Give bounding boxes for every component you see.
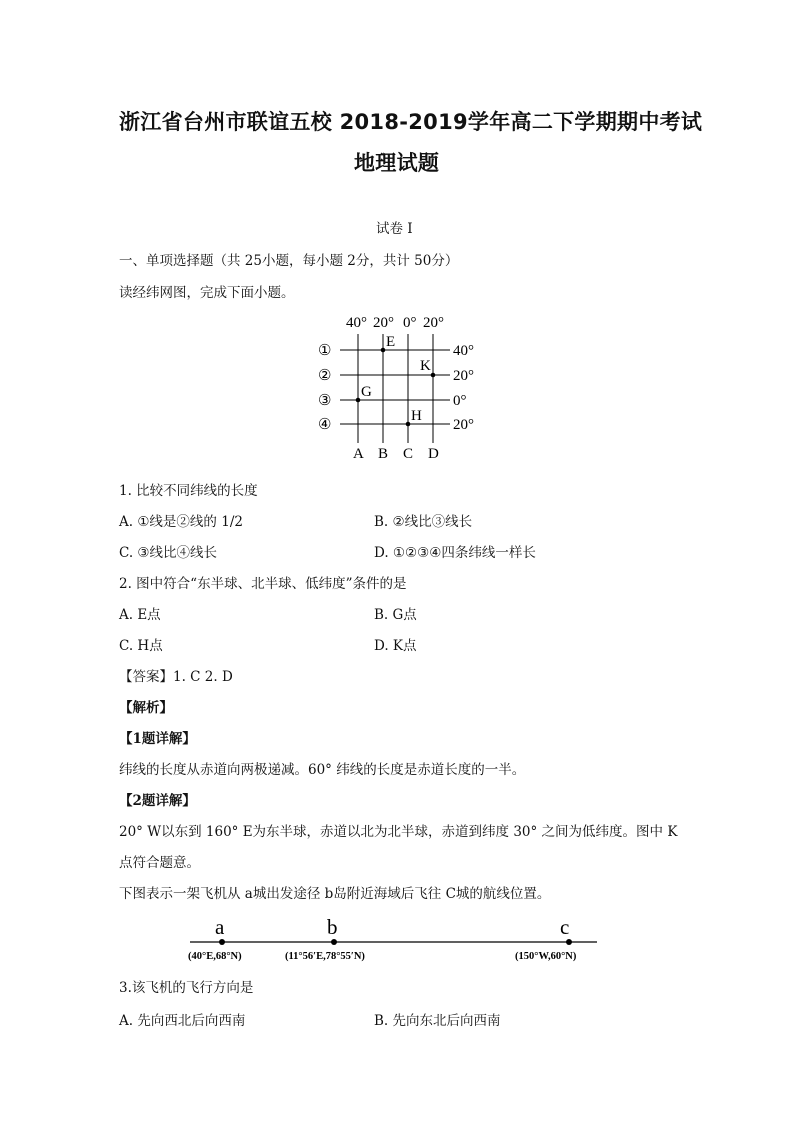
- point-a-dot: [219, 939, 225, 945]
- point-b-dot: [331, 939, 337, 945]
- detail1-label: 【1题详解】: [119, 731, 196, 747]
- point-b-coord: (11°56′E,78°55′N): [285, 951, 365, 962]
- point-g-dot: [356, 398, 361, 403]
- top-label-4: 20°: [423, 315, 444, 331]
- flight-route-diagram: [185, 912, 610, 964]
- top-label-3: 0°: [403, 315, 417, 331]
- q3-stem: 3.该飞机的飞行方向是: [119, 980, 254, 996]
- col-label-d: D: [428, 446, 439, 462]
- q2-option-c: C. H点: [119, 638, 163, 654]
- point-g-label: G: [361, 384, 372, 400]
- detail2-label: 【2题详解】: [119, 793, 196, 809]
- right-label-2: 20°: [453, 368, 474, 384]
- title-line-2: 地理试题: [354, 151, 440, 175]
- q2-stem: 2. 图中符合“东半球、北半球、低纬度”条件的是: [119, 576, 407, 592]
- graticule-diagram: [310, 308, 485, 464]
- top-label-1: 40°: [346, 315, 367, 331]
- point-b-label: b: [327, 915, 338, 939]
- point-h-dot: [406, 422, 411, 427]
- analysis-label: 【解析】: [119, 700, 173, 716]
- q2-option-b: B. G点: [374, 607, 417, 623]
- detail2-line-2: 点符合题意。: [119, 855, 200, 871]
- q2-option-a: A. E点: [119, 607, 161, 623]
- q2-option-d: D. K点: [374, 638, 417, 654]
- point-a-label: a: [215, 915, 225, 939]
- title-line-1: 浙江省台州市联谊五校 2018-2019学年高二下学期期中考试: [119, 110, 703, 134]
- flight-intro: 下图表示一架飞机从 a城出发途径 b岛附近海域后飞往 C城的航线位置。: [119, 886, 551, 902]
- row-label-3: ③: [318, 393, 332, 409]
- point-a-coord: (40°E,68°N): [188, 951, 242, 962]
- row-label-1: ①: [318, 343, 332, 359]
- point-c-coord: (150°W,60°N): [515, 951, 577, 962]
- q1-option-d: D. ①②③④四条纬线一样长: [374, 545, 536, 561]
- top-label-2: 20°: [373, 315, 394, 331]
- q1-stem: 1. 比较不同纬线的长度: [119, 483, 258, 499]
- q1-option-a: A. ①线是②线的 1/2: [119, 514, 243, 530]
- point-c-label: c: [560, 915, 570, 939]
- row-label-2: ②: [318, 368, 332, 384]
- q3-option-b: B. 先向东北后向西南: [374, 1013, 501, 1029]
- section-heading: 一、单项选择题（共 25小题，每小题 2分，共计 50分）: [119, 253, 459, 269]
- point-h-label: H: [411, 408, 422, 424]
- point-c-dot: [566, 939, 572, 945]
- q1-option-b: B. ②线比③线长: [374, 514, 473, 530]
- col-label-c: C: [403, 446, 414, 462]
- point-k-label: K: [420, 358, 431, 374]
- right-label-3: 0°: [453, 393, 467, 409]
- q1-option-c: C. ③线比④线长: [119, 545, 218, 561]
- right-label-4: 20°: [453, 417, 474, 433]
- col-label-b: B: [378, 446, 389, 462]
- row-label-4: ④: [318, 417, 332, 433]
- point-k-dot: [431, 373, 436, 378]
- answer-line: 【答案】1. C 2. D: [119, 669, 233, 685]
- paper-label: 试卷 I: [376, 221, 413, 237]
- col-label-a: A: [353, 446, 364, 462]
- detail2-line-1: 20° W以东到 160° E为东半球，赤道以北为北半球，赤道到纬度 30° 之间为低纬度。图中 K: [119, 824, 678, 840]
- q3-option-a: A. 先向西北后向西南: [119, 1013, 246, 1029]
- intro-text: 读经纬网图，完成下面小题。: [119, 285, 295, 301]
- detail1-text: 纬线的长度从赤道向两极递减。60° 纬线的长度是赤道长度的一半。: [119, 762, 526, 778]
- point-e-dot: [381, 348, 386, 353]
- point-e-label: E: [386, 334, 396, 350]
- right-label-1: 40°: [453, 343, 474, 359]
